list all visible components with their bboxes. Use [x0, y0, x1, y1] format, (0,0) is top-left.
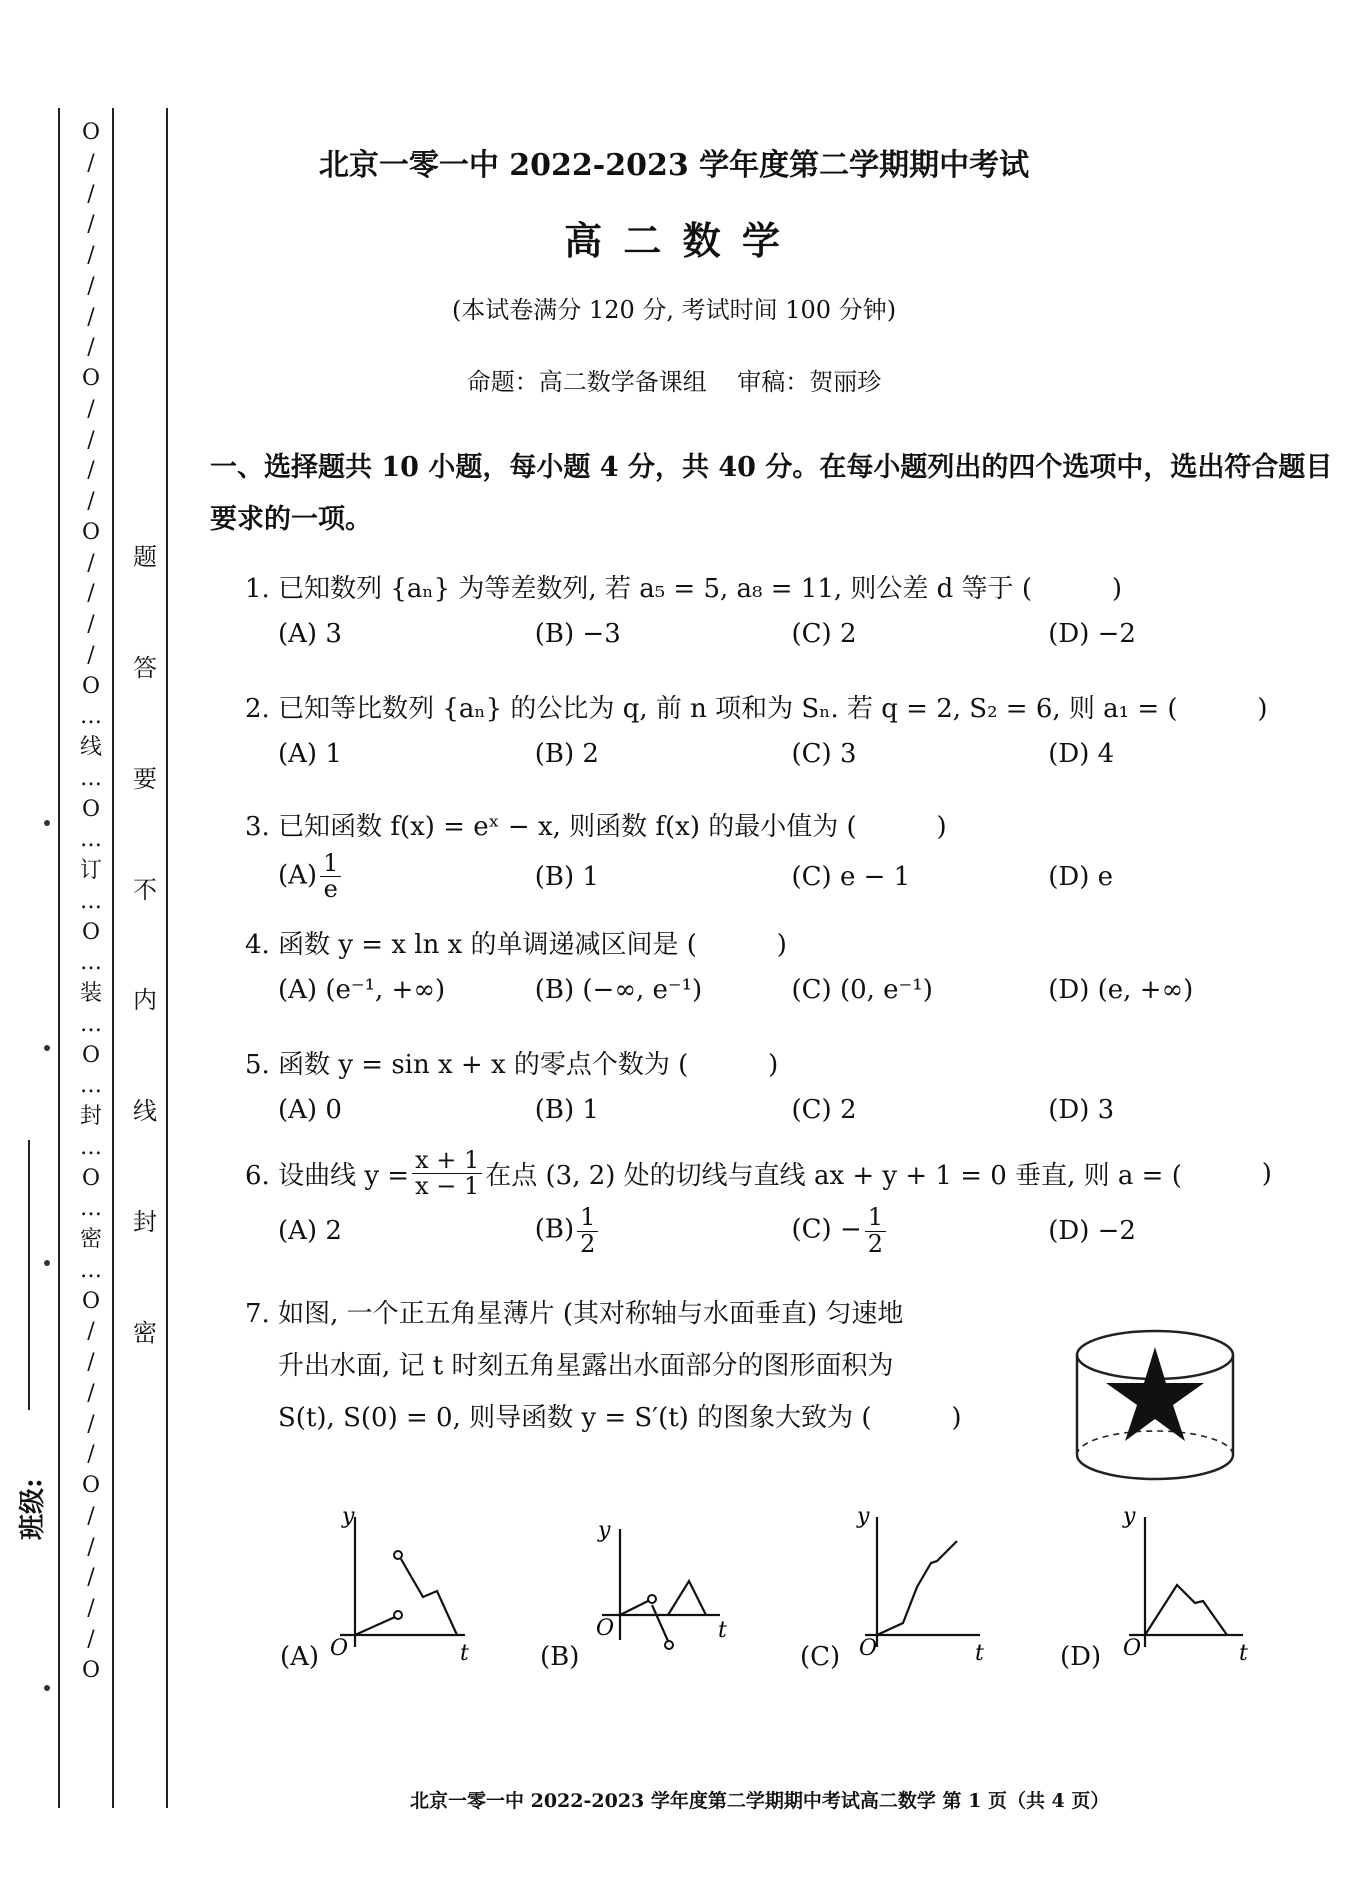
- graph-option-c: [855, 1505, 1025, 1665]
- binding-char: /: [87, 642, 95, 668]
- option-a: (A) 0: [278, 1095, 342, 1125]
- binding-char: 封: [79, 1104, 102, 1129]
- binding-char: /: [87, 1503, 95, 1529]
- exam-note: (本试卷满分 120 分, 考试时间 100 分钟): [451, 296, 897, 324]
- binding-char: O: [81, 796, 101, 822]
- section-heading-line1: 一、选择题共 10 小题，每小题 4 分，共 40 分。在每小题列出的四个选项中，选出符合题目: [210, 452, 1333, 483]
- binding-char: /: [87, 1596, 95, 1621]
- fraction: $\frac{x + 1}{x - 1}$: [412, 1148, 482, 1199]
- question-stem-line2: 升出水面, 记 t 时刻五角星露出水面部分的图形面积为: [278, 1351, 894, 1381]
- fraction: $\frac{1}{e}$: [320, 851, 341, 902]
- subject-title: 高 二 数 学: [564, 218, 784, 263]
- option-c: (C) e − 1: [791, 861, 911, 892]
- graph-option-a: [320, 1505, 490, 1665]
- star-cylinder-figure: [1070, 1325, 1240, 1495]
- binding-char: O: [81, 1165, 101, 1191]
- binding-dot: [44, 1685, 50, 1691]
- school-title: 北京一零一中 2022-2023 学年度第二学期期中考试: [318, 148, 1030, 183]
- binding-char: 密: [133, 1318, 157, 1347]
- axis-label-t: t: [975, 1641, 984, 1665]
- binding-char: /: [87, 150, 95, 176]
- open-point: [394, 1611, 402, 1619]
- binding-char: 线: [133, 1097, 157, 1126]
- binding-char: /: [87, 304, 95, 330]
- exam-authors: 命题：高二数学备课组 审稿：贺丽珍: [466, 368, 882, 396]
- binding-char: 要: [133, 764, 157, 793]
- option-b: (B) 1: [534, 861, 599, 892]
- fraction: $\frac{1}{2}$: [865, 1205, 886, 1256]
- open-point: [648, 1595, 656, 1603]
- curve: [620, 1601, 648, 1615]
- binding-char: O: [81, 366, 101, 391]
- answer-paren: ): [768, 1050, 779, 1080]
- binding-char: /: [87, 396, 95, 422]
- origin-label: O: [1123, 1636, 1142, 1661]
- axis-label-y: y: [598, 1518, 611, 1543]
- binding-dot: [44, 1045, 50, 1051]
- binding-char: /: [87, 550, 95, 576]
- class-underline: [28, 1140, 30, 1410]
- option-b: (B) $\frac{1}{2}$: [535, 1205, 792, 1256]
- graph-label-a: (A): [280, 1642, 320, 1672]
- graph-label-b: (B): [540, 1642, 580, 1672]
- binding-char: …: [80, 888, 102, 914]
- option-a: (A) (e⁻¹, +∞): [278, 975, 446, 1005]
- graph-option-b: [590, 1515, 760, 1675]
- origin-label: O: [859, 1636, 878, 1661]
- binding-char: /: [87, 1411, 95, 1437]
- question-1: [245, 568, 1305, 649]
- binding-char: /: [87, 1626, 95, 1652]
- axis-label-t: t: [1239, 1641, 1248, 1665]
- option-d: (D) −2: [1048, 619, 1136, 649]
- binding-char: 订: [79, 858, 102, 883]
- option-b: (B) 2: [534, 739, 599, 769]
- binding-char: O: [81, 120, 101, 145]
- question-stem: 4. 函数 y = x ln x 的单调递减区间是 (: [245, 930, 697, 960]
- option-c: (C) (0, e⁻¹): [791, 975, 933, 1005]
- curve: [877, 1541, 957, 1635]
- binding-char: 封: [133, 1208, 157, 1237]
- binding-char: O: [81, 519, 101, 545]
- binding-char: O: [81, 1042, 101, 1068]
- binding-char: /: [87, 212, 95, 238]
- binding-dot: [44, 820, 50, 826]
- origin-label: O: [330, 1636, 349, 1661]
- answer-paren: ): [1261, 1158, 1272, 1189]
- option-a: (A) 2: [278, 1216, 342, 1247]
- binding-char: …: [80, 765, 102, 791]
- question-stem: 6. 设曲线 y =: [245, 1161, 410, 1192]
- binding-char: O: [81, 1473, 101, 1498]
- binding-char: 题: [133, 543, 157, 571]
- binding-char: /: [87, 273, 95, 299]
- option-d: (D) −2: [1048, 1216, 1136, 1247]
- option-d: (D) (e, +∞): [1048, 975, 1194, 1005]
- binding-char: /: [87, 458, 95, 484]
- question-5: [245, 1044, 1305, 1125]
- answer-paren: ): [951, 1403, 962, 1433]
- question-4: [245, 924, 1305, 1005]
- origin-label: O: [596, 1616, 615, 1641]
- binding-char: O: [81, 1657, 101, 1683]
- binding-char: …: [80, 1196, 102, 1222]
- graph-label-c: (C): [800, 1642, 841, 1672]
- binding-char: /: [87, 489, 95, 514]
- binding-char: /: [87, 1565, 95, 1591]
- question-2: [245, 688, 1305, 769]
- binding-char: …: [80, 950, 102, 976]
- binding-char: /: [87, 1380, 95, 1406]
- binding-char: …: [80, 1011, 102, 1037]
- page-footer: 北京一零一中 2022-2023 学年度第二学期期中考试高二数学 第 1 页（共 4 页）: [410, 1790, 1110, 1812]
- question-3: [245, 806, 1305, 902]
- question-7: [245, 1288, 965, 1444]
- curve: [401, 1559, 457, 1635]
- question-stem: 3. 已知函数 f(x) = eˣ − x, 则函数 f(x) 的最小值为 (: [245, 812, 857, 842]
- binding-char: /: [87, 181, 95, 207]
- option-b: (B) (−∞, e⁻¹): [534, 975, 703, 1005]
- binding-char: O: [81, 1288, 101, 1314]
- option-a: (A) 3: [278, 619, 342, 649]
- binding-char: /: [87, 581, 95, 607]
- star-shape: [1106, 1347, 1204, 1441]
- binding-char: /: [87, 1350, 95, 1375]
- axis-label-t: t: [718, 1618, 727, 1643]
- binding-char: 答: [133, 653, 157, 682]
- question-stem-line3: S(t), S(0) = 0, 则导函数 y = S′(t) 的图象大致为 (: [278, 1403, 872, 1433]
- cylinder-bottom-front: [1077, 1455, 1233, 1479]
- binding-char: …: [80, 704, 102, 730]
- option-c: (C) 2: [791, 1095, 857, 1125]
- option-c: (C) − $\frac{1}{2}$: [792, 1205, 1049, 1256]
- option-c: (C) 2: [791, 619, 857, 649]
- section-heading: [210, 442, 1333, 546]
- binding-char: /: [87, 243, 95, 268]
- question-stem-line1: 7. 如图, 一个正五角星薄片 (其对称轴与水面垂直) 匀速地: [245, 1299, 904, 1329]
- open-point: [394, 1551, 402, 1559]
- graph-option-d: [1115, 1505, 1285, 1665]
- binding-char: …: [80, 827, 102, 853]
- option-d: (D) 3: [1048, 1095, 1115, 1125]
- answer-paren: ): [776, 930, 787, 960]
- binding-char: 内: [133, 986, 157, 1015]
- answer-paren: ): [936, 812, 947, 842]
- graph-label-d: (D): [1060, 1642, 1102, 1672]
- question-6: [245, 1148, 1305, 1257]
- binding-dot: [44, 1260, 50, 1266]
- cylinder-bottom-back: [1077, 1431, 1233, 1455]
- binding-char: /: [87, 427, 95, 453]
- binding-char: O: [81, 919, 101, 945]
- binding-char: /: [87, 1534, 95, 1560]
- section-heading-line2: 要求的一项。: [210, 504, 372, 535]
- open-point: [665, 1641, 673, 1649]
- question-stem: 2. 已知等比数列 {aₙ} 的公比为 q, 前 n 项和为 Sₙ. 若 q = 2, S₂ = 6, 则 a₁ = (: [245, 694, 1178, 724]
- class-label: 班级:: [18, 1478, 48, 1540]
- axis-label-y: y: [1123, 1505, 1136, 1529]
- curve: [668, 1581, 706, 1615]
- binding-char: …: [80, 1073, 102, 1099]
- binding-outer-text: [68, 122, 114, 1682]
- binding-char: 不: [133, 875, 157, 904]
- option-b: (B) −3: [534, 619, 621, 649]
- option-d: (D) e: [1048, 861, 1114, 892]
- fraction: $\frac{1}{2}$: [577, 1205, 598, 1256]
- question-stem: 5. 函数 y = sin x + x 的零点个数为 (: [245, 1050, 689, 1080]
- option-b: (B) 1: [534, 1095, 599, 1125]
- binding-char: …: [80, 1257, 102, 1283]
- option-a: (A) $\frac{1}{e}$: [278, 851, 535, 902]
- question-stem: 1. 已知数列 {aₙ} 为等差数列, 若 a₅ = 5, a₈ = 11, 则公差 d 等于 (: [245, 574, 1032, 604]
- answer-paren: ): [1257, 694, 1268, 724]
- axis-label-t: t: [460, 1641, 469, 1665]
- answer-paren: ): [1111, 574, 1122, 604]
- binding-inner-text: [122, 545, 168, 1345]
- binding-char: /: [87, 1319, 95, 1345]
- curve: [652, 1605, 668, 1641]
- binding-char: /: [87, 612, 95, 637]
- axis-label-y: y: [857, 1505, 870, 1529]
- axis-label-y: y: [342, 1505, 355, 1529]
- binding-char: …: [80, 1134, 102, 1160]
- binding-char: 线: [79, 735, 102, 760]
- binding-char: /: [87, 1442, 95, 1468]
- binding-char: /: [87, 335, 95, 361]
- binding-char: 密: [79, 1227, 102, 1252]
- binding-char: 装: [79, 981, 102, 1006]
- curve: [355, 1617, 395, 1635]
- option-d: (D) 4: [1048, 739, 1115, 769]
- option-c: (C) 3: [791, 739, 857, 769]
- curve: [1145, 1585, 1227, 1635]
- option-a: (A) 1: [278, 739, 342, 769]
- question-stem-cont: 在点 (3, 2) 处的切线与直线 ax + y + 1 = 0 垂直, 则 a = (: [485, 1161, 1182, 1192]
- binding-char: O: [81, 673, 101, 699]
